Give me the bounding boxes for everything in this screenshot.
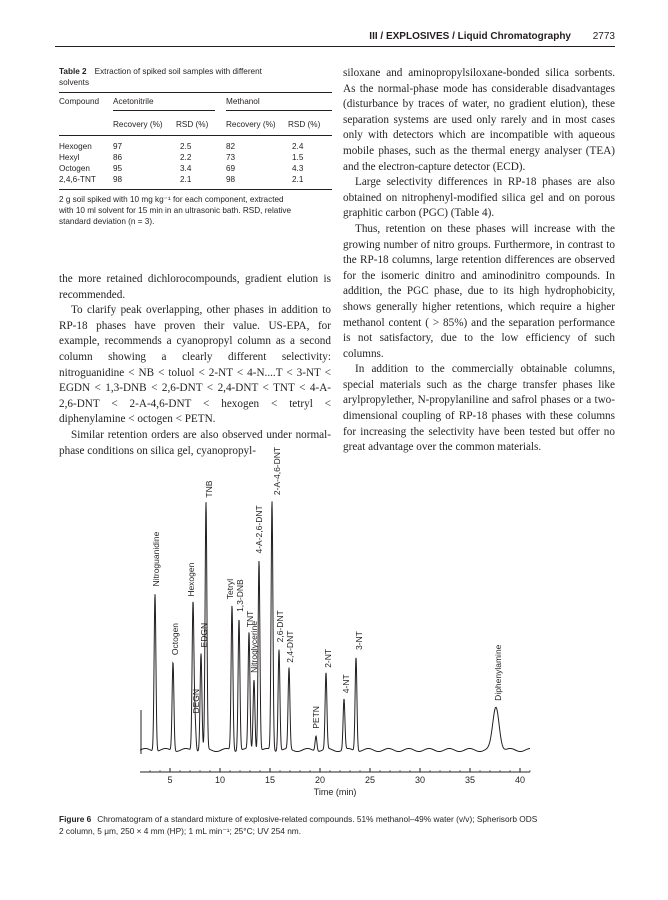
cell-acn-rsd: 2.5 [180,142,192,151]
col-header-acn-recovery: Recovery (%) [113,120,163,129]
paragraph: Large selectivity differences in RP-18 phases are also obtained on nitrophenyl-modified silica gel and on porous graphitic carbon (PGC) (Table 4). [343,176,615,220]
figure-label: Figure 6 [59,814,92,824]
x-tick-label: 30 [414,775,426,785]
col-header-acetonitrile: Acetonitrile [113,97,154,106]
figure-6-chromatogram [60,446,620,808]
peak-label: 3-NT [354,631,364,651]
table-label: Table 2 [59,67,87,76]
page-number: 2773 [592,31,615,42]
col-header-acn-rsd: RSD (%) [176,120,209,129]
peak-label: DEGN [191,688,201,714]
table-caption [59,66,332,88]
peak-label: 1,3-DNB [235,579,245,612]
table-footnote-line: 2 g soil spiked with 10 mg kg⁻¹ for each component, extracted [59,195,284,204]
paragraph: To clarify peak overlapping, other phases in addition to RP-18 phases have proven their value. US-EPA, for example, recommends a cyanopropyl column as a second column showing a clearly different selectivity: nitroguanidine < NB < toluol < 2-NT < 4-N....T < 3-NT < EGDN < 1,3-DNB < 2,6-DNT < 2,4-DNT < TNT < 4-A-2,6-DNT < 2-A-4,6-DNT < hexogen < tetryl < diphenylamine < octogen < PETN. [59,304,331,426]
body-column-left [59,272,331,459]
peak-label: EDGN [199,622,209,648]
paragraph: the more retained dichlorocompounds, gradient elution is recommended. [59,273,331,301]
col-header-meoh-rsd: RSD (%) [288,120,321,129]
cell-acn-rsd: 2.2 [180,153,192,162]
table-footnote-line: standard deviation (n = 3). [59,217,155,226]
table-caption-line2: solvents [59,78,90,87]
table-row [59,163,332,174]
table-caption-line1: Extraction of spiked soil samples with different [94,67,262,76]
peak-label: Nitroglycerine [249,620,259,673]
x-tick-label: 35 [464,775,476,785]
cell-acn-recovery: 86 [113,153,123,162]
col-header-meoh-recovery: Recovery (%) [226,120,276,129]
paragraph: Similar retention orders are also observed under normal-phase conditions on silica gel, cyanopropyl- [59,428,331,457]
cell-meoh-rsd: 1.5 [292,153,304,162]
running-head [55,30,615,47]
x-tick-label: 15 [264,775,276,785]
chromatogram-plot [60,446,620,808]
peak-label: 4-NT [341,674,351,694]
cell-compound: Hexyl [59,153,80,162]
cell-acn-rsd: 2.1 [180,175,192,184]
cell-meoh-rsd: 4.3 [292,164,304,173]
table-row [59,141,332,152]
cell-meoh-recovery: 82 [226,142,236,151]
x-tick-label: 25 [364,775,376,785]
peak-label: Octogen [170,622,180,656]
peak-label: 2,6-DNT [275,610,285,643]
table-footnote-line: with 10 ml solvent for 15 min in an ultrasonic bath. RSD, relative [59,206,292,215]
cell-compound: 2,4,6-TNT [59,175,96,184]
cell-meoh-recovery: 69 [226,164,236,173]
cell-compound: Octogen [59,164,90,173]
peak-label: Nitroguanidine [151,531,161,587]
cell-acn-recovery: 97 [113,142,123,151]
peak-label: TNT [245,610,255,628]
table-row [59,152,332,163]
cell-meoh-rsd: 2.1 [292,175,304,184]
table-footnote [59,194,332,227]
peak-label: PETN [311,706,321,729]
table-subheader-row [59,119,332,130]
x-axis-label: Time (min) [313,787,357,797]
col-header-compound: Compound [59,97,100,106]
paragraph: Thus, retention on these phases will increase with the growing number of nitro groups. Furthermore, in contrast to the RP-18 columns, large retention differences are observed for the isomeric dinitro and aminodinitro compounds. In addition, the PGC phase, due to its high hydrophobicity, shows generally higher retentions, which require a higher methanol content ( > 85%) and the separation performance is not satisfactory, due to the low efficiency of such columns. [343,222,615,360]
x-tick-label: 40 [514,775,526,785]
paragraph: siloxane and aminopropylsiloxane-bonded silica sorbents. As the normal-phase mode has considerable disadvantages (disturbance by traces of water, no gradient elution), these separation systems are used only rarely and in most cases only with detectors which are incompatible with aqueous mobile phases, such as the thermal energy analyser (TEA) and the electron-capture detector (ECD). [343,67,615,173]
table-header-row [59,96,332,107]
peak-label: TNB [204,480,214,498]
peak-label: 2,4-DNT [285,630,295,663]
peak-label: 2-NT [323,648,333,668]
running-head-title: III / EXPLOSIVES / Liquid Chromatography [369,31,571,42]
cell-meoh-recovery: 73 [226,153,236,162]
col-header-methanol: Methanol [226,97,260,106]
cell-compound: Hexogen [59,142,92,151]
cell-meoh-rsd: 2.4 [292,142,304,151]
x-tick-label: 20 [314,775,326,785]
cell-acn-rsd: 3.4 [180,164,192,173]
peak-label: Hexogen [186,562,196,597]
cell-acn-recovery: 98 [113,175,123,184]
peak-label: 2-A-4,6-DNT [272,446,282,496]
table-2 [59,66,332,227]
cell-acn-recovery: 95 [113,164,123,173]
paragraph: In addition to the commercially obtainable columns, special materials such as the charge transfer phases like arylpropylether, N-propylaniline and safrol phases or a two-dimensional coupling of RP-18 phases with these columns for increasing the selectivity have been tested but offer no great advantage over the common materials. [343,363,615,454]
body-column-right [343,66,615,456]
figure-caption-line2: 2 column, 5 μm, 250 × 4 mm (HP); 1 mL min⁻¹; 25°C; UV 254 nm. [59,826,302,836]
cell-meoh-recovery: 98 [226,175,236,184]
figure-caption [59,813,619,837]
peak-label: Diphenylamine [493,644,503,701]
peak-label: 4-A-2,6-DNT [254,505,264,554]
figure-caption-line1: Chromatogram of a standard mixture of explosive-related compounds. 51% methanol–49% water (v/v); Spherisorb ODS [97,814,538,824]
table-row [59,174,332,185]
peak-label: Tetryl [225,578,235,600]
x-tick-label: 10 [214,775,226,785]
x-tick-label: 5 [167,775,173,785]
